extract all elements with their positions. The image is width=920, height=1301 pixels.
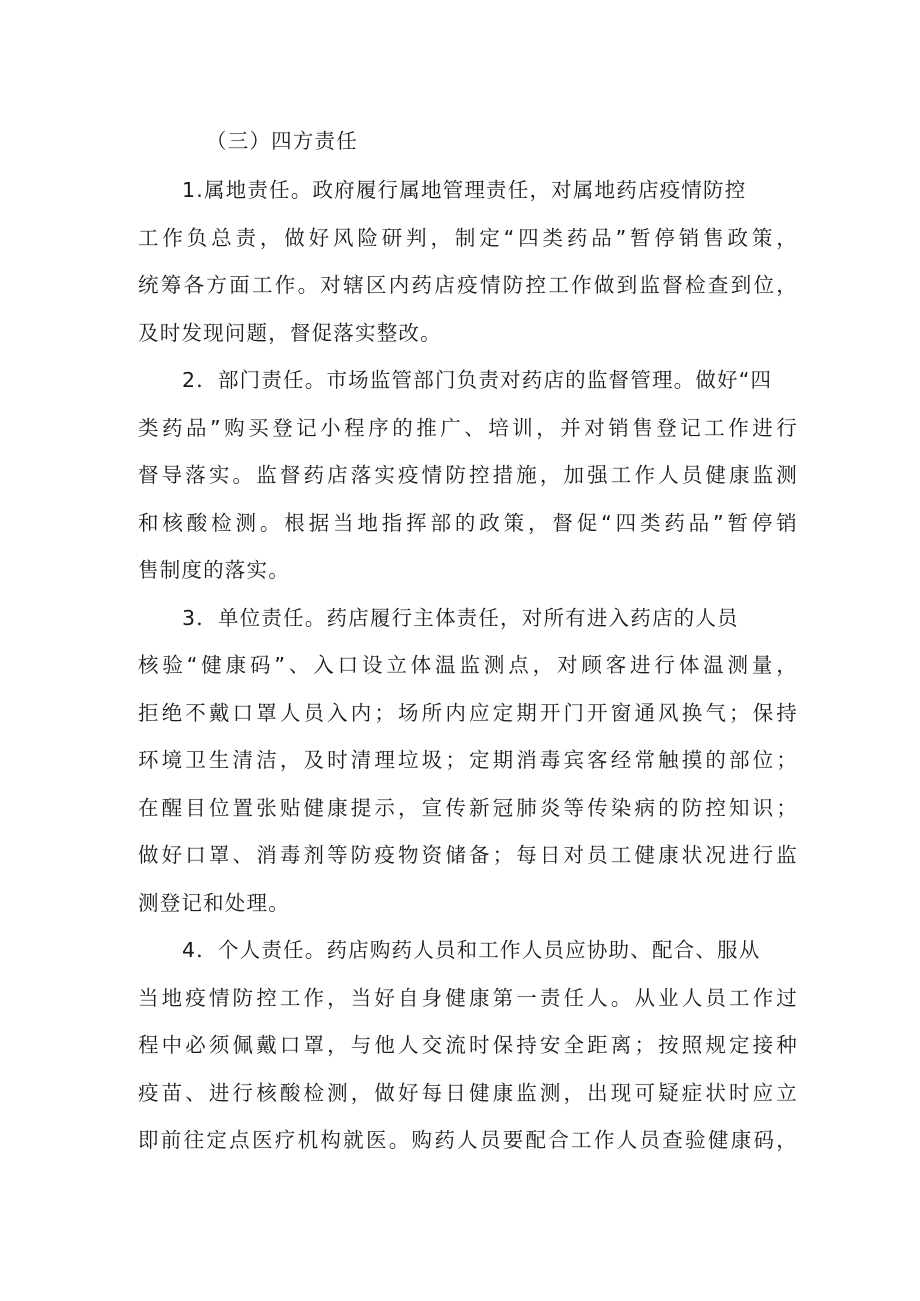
document-body [138, 115, 798, 1165]
paragraph-line: 统筹各方面工作。对辖区内药店疫情防控工作做到监督检查到位， [138, 273, 798, 297]
paragraph-line: 环境卫生清洁，及时清理垃圾；定期消毒宾客经常触摸的部位； [138, 748, 798, 772]
paragraph-line: 测登记和处理。 [138, 890, 290, 915]
paragraph-line: 及时发现问题，督促落实整改。 [138, 320, 442, 345]
paragraph-line: 在醒目位置张贴健康提示，宣传新冠肺炎等传染病的防控知识； [138, 795, 798, 820]
paragraph-line: 程中必须佩戴口罩，与他人交流时保持安全距离；按照规定接种 [138, 1033, 798, 1057]
paragraph-line: 当地疫情防控工作，当好自身健康第一责任人。从业人员工作过 [138, 985, 798, 1010]
paragraph-department-responsibility [138, 357, 798, 595]
paragraph-territorial-responsibility [138, 167, 798, 357]
paragraph-line: 即前往定点医疗机构就医。购药人员要配合工作人员查验健康码， [138, 1128, 798, 1152]
paragraph-line: 类药品”购买登记小程序的推广、培训，并对销售登记工作进行 [138, 415, 798, 440]
paragraph-line: 和核酸检测。根据当地指挥部的政策，督促“四类药品”暂停销 [138, 510, 798, 535]
paragraph-line: 4．个人责任。药店购药人员和工作人员应协助、配合、服从 [182, 938, 761, 962]
paragraph-line: 3．单位责任。药店履行主体责任，对所有进入药店的人员 [182, 605, 739, 630]
paragraph-unit-responsibility [138, 595, 798, 928]
paragraph-line: 2．部门责任。市场监管部门负责对药店的监督管理。做好“四 [182, 368, 773, 392]
paragraph-line: 售制度的落实。 [138, 558, 290, 582]
paragraph-line: 拒绝不戴口罩人员入内；场所内应定期开门开窗通风换气；保持 [138, 700, 798, 725]
section-heading: （三）四方责任 [206, 129, 358, 153]
paragraph-line: 核验“健康码”、入口设立体温监测点，对顾客进行体温测量， [138, 653, 798, 677]
paragraph-line: 做好口罩、消毒剂等防疫物资储备；每日对员工健康状况进行监 [138, 843, 798, 867]
paragraph-line: 督导落实。监督药店落实疫情防控措施，加强工作人员健康监测 [138, 463, 798, 487]
paragraph-personal-responsibility [138, 927, 798, 1165]
paragraph-line: 工作负总责，做好风险研判，制定“四类药品”暂停销售政策， [138, 225, 798, 250]
paragraph-line: 疫苗、进行核酸检测，做好每日健康监测，出现可疑症状时应立 [138, 1080, 798, 1105]
paragraph-line: 1.属地责任。政府履行属地管理责任，对属地药店疫情防控 [182, 178, 747, 202]
